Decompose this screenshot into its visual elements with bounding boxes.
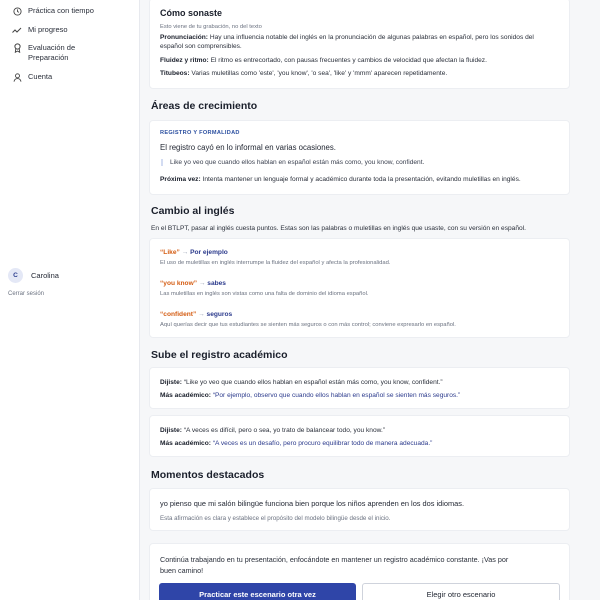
user-name: Carolina bbox=[31, 271, 59, 280]
main-content bbox=[149, 0, 570, 600]
sidebar-item-label: Evaluación de bbox=[28, 43, 76, 52]
switch-item: “Like” → Por ejemplo bbox=[160, 249, 228, 256]
user-profile[interactable] bbox=[8, 268, 59, 283]
register-pair-card bbox=[149, 415, 570, 457]
growth-area-card bbox=[149, 120, 570, 195]
category-tag: REGISTRO Y FORMALIDAD bbox=[160, 130, 240, 136]
switch-note: Aquí querías decir que tus estudiantes se sienten más seguros o con más control; conviene expresarlo en español. bbox=[160, 322, 456, 328]
hesitations-text: Titubeos: Varias muletillas como 'este', 'you know', 'o sea', 'like' y 'mmm' aparecen repetidamente. bbox=[160, 70, 448, 77]
fluency-text: Fluidez y ritmo: El ritmo es entrecortado, con pausas frecuentes y cambios de velocidad que afectan la fluidez. bbox=[160, 57, 487, 64]
practice-again-button[interactable]: Practicar este escenario otra vez bbox=[159, 583, 356, 600]
clock-icon bbox=[12, 6, 22, 16]
switch-note: El uso de muletillas en inglés interrumpe la fluidez del español y afecta la profesionalidad. bbox=[160, 260, 391, 266]
said-line: Dijiste: “A veces es difícil, pero o sea, yo trato de balancear todo, you know.” bbox=[160, 427, 386, 434]
choose-scenario-button[interactable]: Elegir otro escenario bbox=[362, 583, 560, 600]
section-title: Cómo sonaste bbox=[160, 8, 223, 18]
sidebar-item-account[interactable] bbox=[4, 72, 134, 82]
highlight-note: Esta afirmación es clara y establece el propósito del modelo bilingüe desde el inicio. bbox=[160, 515, 391, 522]
code-switching-heading: Cambio al inglés bbox=[151, 205, 235, 217]
switch-note: Las muletillas en inglés son vistas como una falta de dominio del idioma español. bbox=[160, 291, 369, 297]
logout-link[interactable]: Cerrar sesión bbox=[8, 291, 45, 297]
how-you-sounded-card bbox=[149, 0, 570, 89]
section-subtitle: Esto viene de tu grabación, no del texto bbox=[160, 24, 262, 30]
code-switching-intro: En el BTLPT, pasar al inglés cuesta puntos. Estas son las palabras o muletillas en inglés que usaste, con su versión en español. bbox=[151, 225, 526, 232]
academic-line: Más académico: “Por ejemplo, observo que cuando ellos hablan en español se sienten más seguros.” bbox=[160, 392, 461, 399]
sidebar-item-label: Cuenta bbox=[28, 72, 53, 81]
growth-headline: El registro cayó en lo informal en varias ocasiones. bbox=[160, 143, 336, 152]
academic-line: Más académico: “A veces es un desafío, pero procuro equilibrar todo de manera adecuada.” bbox=[160, 440, 433, 447]
trend-icon bbox=[12, 25, 22, 35]
highlight-quote: yo pienso que mi salón bilingüe funciona bien porque los niños aprenden en los dos idiomas. bbox=[160, 499, 465, 508]
sidebar-item-readiness[interactable] bbox=[4, 43, 134, 63]
register-pair-card bbox=[149, 367, 570, 409]
academic-register-heading: Sube el registro académico bbox=[151, 349, 288, 361]
avatar: C bbox=[8, 268, 23, 283]
award-icon bbox=[12, 43, 22, 53]
sidebar bbox=[0, 0, 140, 600]
said-line: Dijiste: “Like yo veo que cuando ellos hablan en español están más como, you know, confident.” bbox=[160, 379, 443, 386]
example-quote: Like yo veo que cuando ellos hablan en español están más como, you know, confident. bbox=[161, 159, 424, 166]
sidebar-item-timed-practice[interactable] bbox=[4, 6, 134, 16]
growth-areas-heading: Áreas de crecimiento bbox=[151, 100, 258, 112]
next-time-text: Próxima vez: Intenta mantener un lenguaje formal y académico durante toda la presentación, evitando muletillas en inglés. bbox=[160, 176, 521, 183]
highlights-heading: Momentos destacados bbox=[151, 469, 265, 481]
closing-text: Continúa trabajando en tu presentación, enfocándote en mantener un registro académico constante. ¡Vas por buen camino! bbox=[160, 555, 509, 575]
user-icon bbox=[12, 72, 22, 82]
sidebar-item-progress[interactable] bbox=[4, 25, 134, 35]
highlight-card bbox=[149, 488, 570, 531]
switch-item: “you know” → sabes bbox=[160, 280, 226, 287]
pronunciation-text: Pronunciación: Hay una influencia notable del inglés en la pronunciación de algunas palabras en español, pero los sonidos del español son comprensibles. bbox=[160, 34, 534, 50]
sidebar-item-label: Práctica con tiempo bbox=[28, 6, 94, 15]
sidebar-item-label: Mi progreso bbox=[28, 25, 68, 34]
sidebar-item-label-2: Preparación bbox=[28, 53, 69, 62]
switch-item: “confident” → seguros bbox=[160, 311, 233, 318]
code-switching-card bbox=[149, 238, 570, 338]
